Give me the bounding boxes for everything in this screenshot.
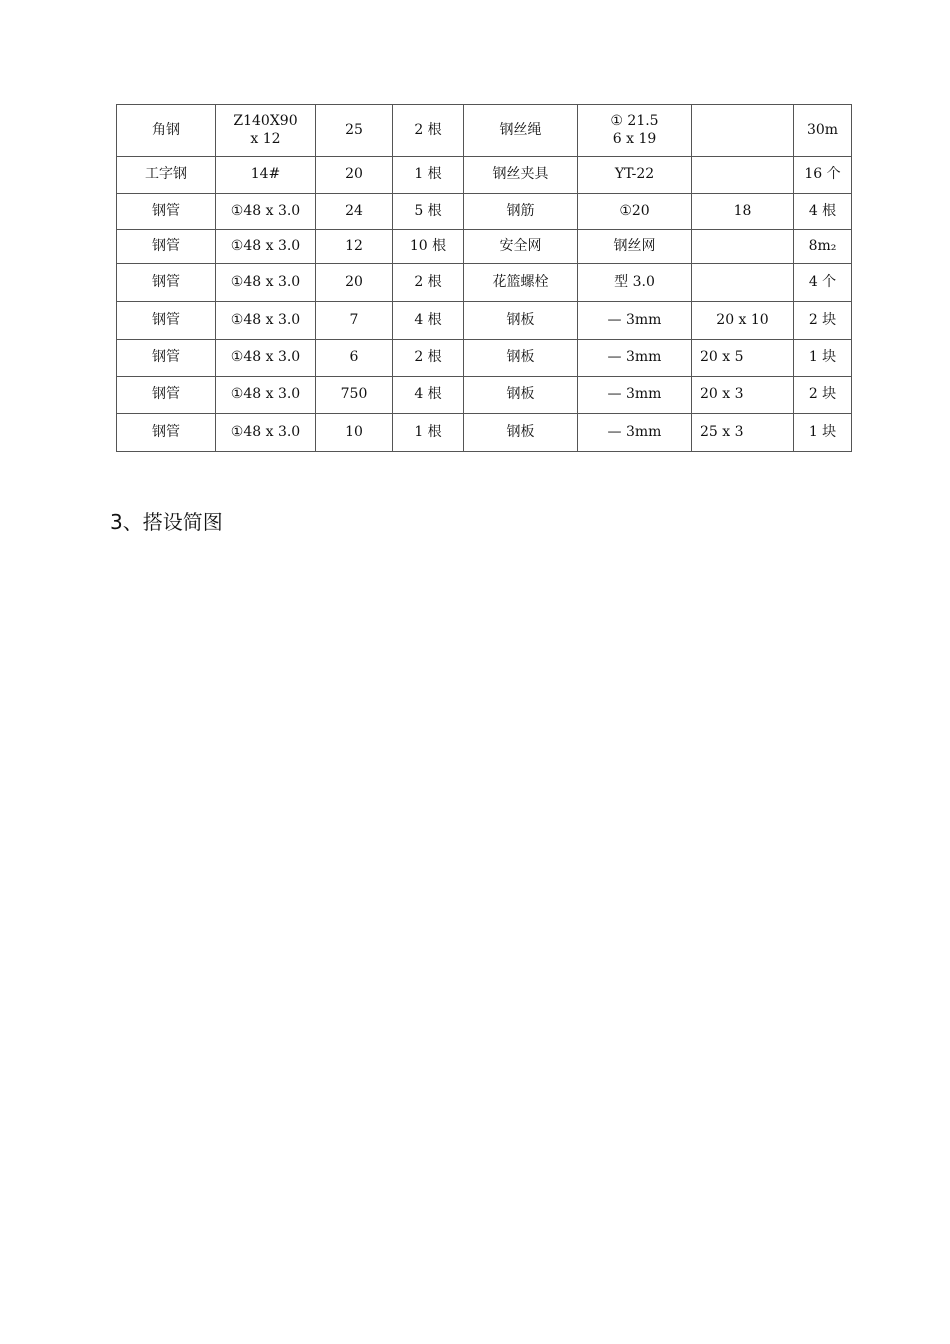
table-cell-quantity: 8m₂ bbox=[794, 230, 852, 264]
table-cell-spec: ①48 x 3.0 bbox=[216, 414, 316, 452]
table-cell-material: 钢丝夹具 bbox=[464, 157, 578, 194]
table-row bbox=[117, 377, 852, 414]
table-cell-quantity: 4 个 bbox=[794, 264, 852, 302]
table-cell-quantity: 1 根 bbox=[393, 414, 464, 452]
table-cell-material: 钢管 bbox=[117, 340, 216, 377]
table-row bbox=[117, 230, 852, 264]
table-cell-material: 钢板 bbox=[464, 340, 578, 377]
table-cell-material: 钢板 bbox=[464, 414, 578, 452]
table-cell-quantity: 2 根 bbox=[393, 340, 464, 377]
table-cell-size bbox=[692, 230, 794, 264]
table-cell-spec: — 3mm bbox=[578, 340, 692, 377]
table-cell-spec: ①48 x 3.0 bbox=[216, 377, 316, 414]
table-cell-quantity: 30m bbox=[794, 105, 852, 157]
table-cell-spec: — 3mm bbox=[578, 302, 692, 340]
table-cell-length: 7 bbox=[316, 302, 393, 340]
table-cell-length: 25 bbox=[316, 105, 393, 157]
table-cell-material: 钢管 bbox=[117, 230, 216, 264]
table-cell-length: 6 bbox=[316, 340, 393, 377]
table-row bbox=[117, 340, 852, 377]
table-cell-quantity: 10 根 bbox=[393, 230, 464, 264]
table-cell-spec: ①48 x 3.0 bbox=[216, 340, 316, 377]
table-cell-quantity: 16 个 bbox=[794, 157, 852, 194]
table-cell-material: 钢管 bbox=[117, 264, 216, 302]
table-cell-size: 20 x 10 bbox=[692, 302, 794, 340]
table-cell-spec: 14# bbox=[216, 157, 316, 194]
table-cell-material: 钢管 bbox=[117, 194, 216, 230]
table-cell-material: 钢管 bbox=[117, 414, 216, 452]
table-cell-spec: ①48 x 3.0 bbox=[216, 264, 316, 302]
table-cell-size bbox=[692, 264, 794, 302]
table-cell-spec: 型 3.0 bbox=[578, 264, 692, 302]
table-cell-quantity: 1 根 bbox=[393, 157, 464, 194]
table-cell-quantity: 4 根 bbox=[794, 194, 852, 230]
table-cell-length: 10 bbox=[316, 414, 393, 452]
table-cell-spec: ①48 x 3.0 bbox=[216, 230, 316, 264]
table-cell-length: 750 bbox=[316, 377, 393, 414]
table-cell-spec: — 3mm bbox=[578, 414, 692, 452]
table-row bbox=[117, 157, 852, 194]
table-cell-quantity: 5 根 bbox=[393, 194, 464, 230]
table-row bbox=[117, 302, 852, 340]
table-cell-quantity: 2 块 bbox=[794, 377, 852, 414]
table-cell-spec: YT-22 bbox=[578, 157, 692, 194]
table-cell-spec: Z140X90 x 12 bbox=[216, 105, 316, 157]
table-row bbox=[117, 414, 852, 452]
table-cell-quantity: 1 块 bbox=[794, 414, 852, 452]
table-cell-quantity: 1 块 bbox=[794, 340, 852, 377]
table-row bbox=[117, 194, 852, 230]
table-cell-size: 25 x 3 bbox=[692, 414, 794, 452]
table-cell-size bbox=[692, 157, 794, 194]
table-cell-spec: ① 21.5 6 x 19 bbox=[578, 105, 692, 157]
table-cell-length: 20 bbox=[316, 264, 393, 302]
table-cell-quantity: 2 根 bbox=[393, 264, 464, 302]
table-row bbox=[117, 105, 852, 157]
table-cell-size bbox=[692, 105, 794, 157]
table-cell-spec: — 3mm bbox=[578, 377, 692, 414]
table-cell-spec: 钢丝网 bbox=[578, 230, 692, 264]
table-cell-material: 工字钢 bbox=[117, 157, 216, 194]
section-heading: 3、搭设简图 bbox=[110, 510, 223, 534]
table-row bbox=[117, 264, 852, 302]
table-cell-quantity: 2 块 bbox=[794, 302, 852, 340]
table-cell-length: 24 bbox=[316, 194, 393, 230]
table-cell-size: 18 bbox=[692, 194, 794, 230]
table-cell-material: 钢筋 bbox=[464, 194, 578, 230]
table-cell-material: 角钢 bbox=[117, 105, 216, 157]
table-cell-material: 钢管 bbox=[117, 377, 216, 414]
table-cell-length: 12 bbox=[316, 230, 393, 264]
table-cell-quantity: 4 根 bbox=[393, 302, 464, 340]
table-cell-material: 安全网 bbox=[464, 230, 578, 264]
table-cell-spec: ①48 x 3.0 bbox=[216, 302, 316, 340]
table-cell-material: 钢管 bbox=[117, 302, 216, 340]
table-cell-size: 20 x 5 bbox=[692, 340, 794, 377]
table-cell-spec: ①48 x 3.0 bbox=[216, 194, 316, 230]
table-cell-material: 钢板 bbox=[464, 377, 578, 414]
table-cell-material: 钢板 bbox=[464, 302, 578, 340]
table-cell-size: 20 x 3 bbox=[692, 377, 794, 414]
table-cell-spec: ①20 bbox=[578, 194, 692, 230]
table-cell-length: 20 bbox=[316, 157, 393, 194]
table-cell-quantity: 4 根 bbox=[393, 377, 464, 414]
table-cell-material: 钢丝绳 bbox=[464, 105, 578, 157]
table-cell-material: 花篮螺栓 bbox=[464, 264, 578, 302]
table-cell-quantity: 2 根 bbox=[393, 105, 464, 157]
materials-table bbox=[116, 104, 852, 452]
